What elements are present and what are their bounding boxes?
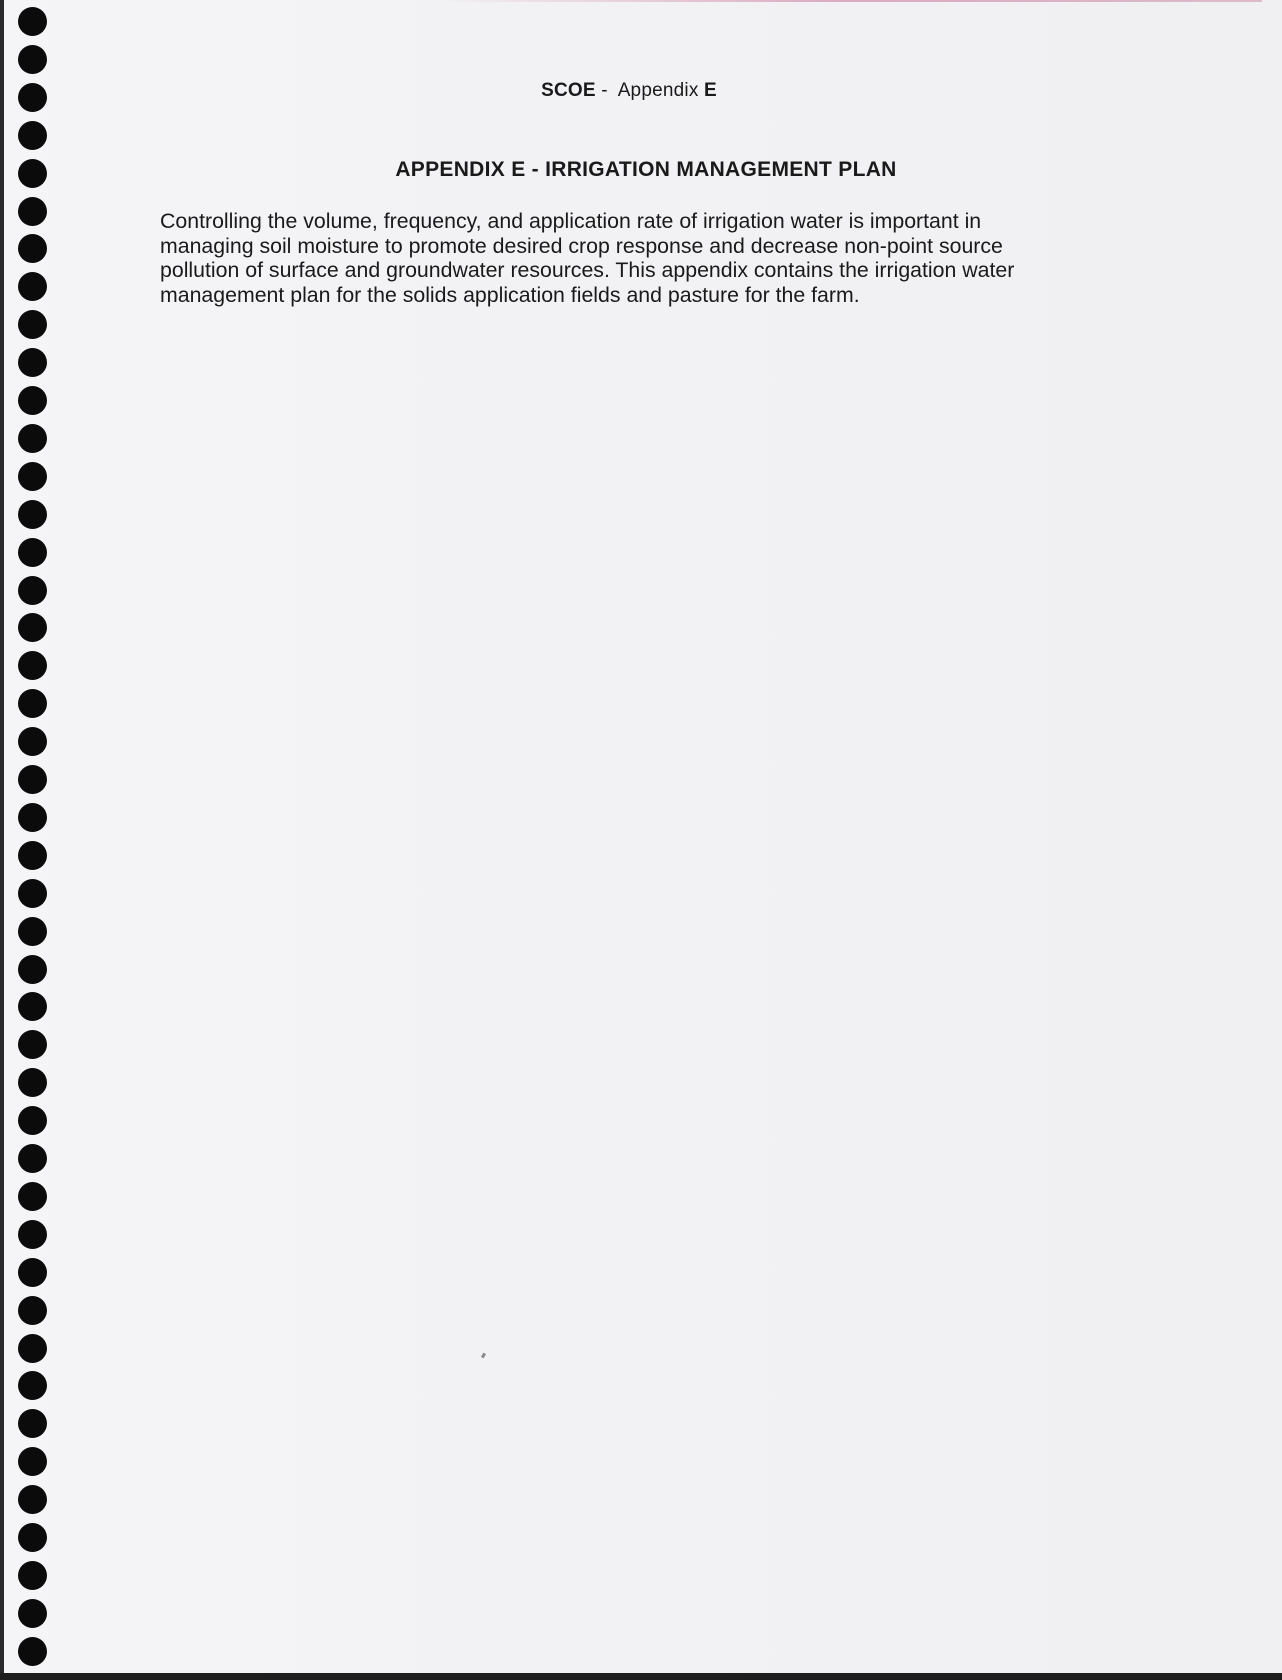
binding-hole — [18, 310, 47, 339]
binding-hole — [18, 1334, 47, 1363]
header-appendix-letter: E — [704, 80, 717, 101]
binding-hole — [18, 1144, 47, 1173]
binding-hole — [18, 727, 47, 756]
binding-hole — [18, 1485, 47, 1514]
binding-hole — [18, 45, 47, 74]
binding-hole — [18, 1106, 47, 1135]
binding-hole — [18, 992, 47, 1021]
header-org: SCOE — [541, 80, 596, 101]
binding-hole — [18, 462, 47, 491]
body-line: pollution of surface and groundwater resources. This appendix contains the irrigation water — [160, 258, 1015, 282]
binding-hole — [18, 651, 47, 680]
binding-hole — [18, 121, 47, 150]
binding-hole — [18, 234, 47, 263]
scan-speck — [481, 1353, 486, 1359]
body-line: Controlling the volume, frequency, and application rate of irrigation water is important in — [160, 209, 982, 233]
binding-hole — [18, 1030, 47, 1059]
body-line: management plan for the solids application fields and pasture for the farm. — [160, 282, 860, 307]
binding-hole — [18, 1371, 47, 1400]
binding-hole — [18, 538, 47, 567]
header-separator: - — [595, 80, 614, 101]
binding-hole — [18, 1599, 47, 1628]
binding-hole — [18, 917, 47, 946]
binding-hole — [18, 576, 47, 605]
binding-holes — [18, 5, 50, 1675]
binding-hole — [18, 424, 47, 453]
binding-hole — [18, 7, 47, 36]
binding-hole — [18, 348, 47, 377]
binding-hole — [18, 500, 47, 529]
binding-hole — [18, 1296, 47, 1325]
binding-hole — [18, 386, 47, 415]
binding-hole — [18, 689, 47, 718]
binding-hole — [18, 1182, 47, 1211]
binding-hole — [18, 1220, 47, 1249]
binding-hole — [18, 197, 47, 226]
binding-hole — [18, 841, 47, 870]
binding-hole — [18, 955, 47, 984]
body-line: managing soil moisture to promote desired crop response and decrease non-point source — [160, 233, 1003, 258]
binding-hole — [18, 803, 47, 832]
binding-hole — [18, 1637, 47, 1666]
running-header — [0, 80, 1258, 102]
page-title: APPENDIX E - IRRIGATION MANAGEMENT PLAN — [395, 158, 897, 181]
header-appendix-word: Appendix — [617, 80, 699, 101]
binding-hole — [18, 1523, 47, 1552]
binding-hole — [18, 1561, 47, 1590]
body-paragraph — [160, 209, 1100, 307]
binding-hole — [18, 613, 47, 642]
binding-hole — [18, 1258, 47, 1287]
binding-hole — [18, 272, 47, 301]
page-left-edge — [0, 0, 4, 1680]
binding-hole — [18, 765, 47, 794]
binding-hole — [18, 1409, 47, 1438]
binding-hole — [18, 1447, 47, 1476]
binding-hole — [18, 1068, 47, 1097]
binding-hole — [18, 879, 47, 908]
page-top-edge — [430, 0, 1262, 2]
page-bottom-edge — [0, 1673, 1282, 1680]
